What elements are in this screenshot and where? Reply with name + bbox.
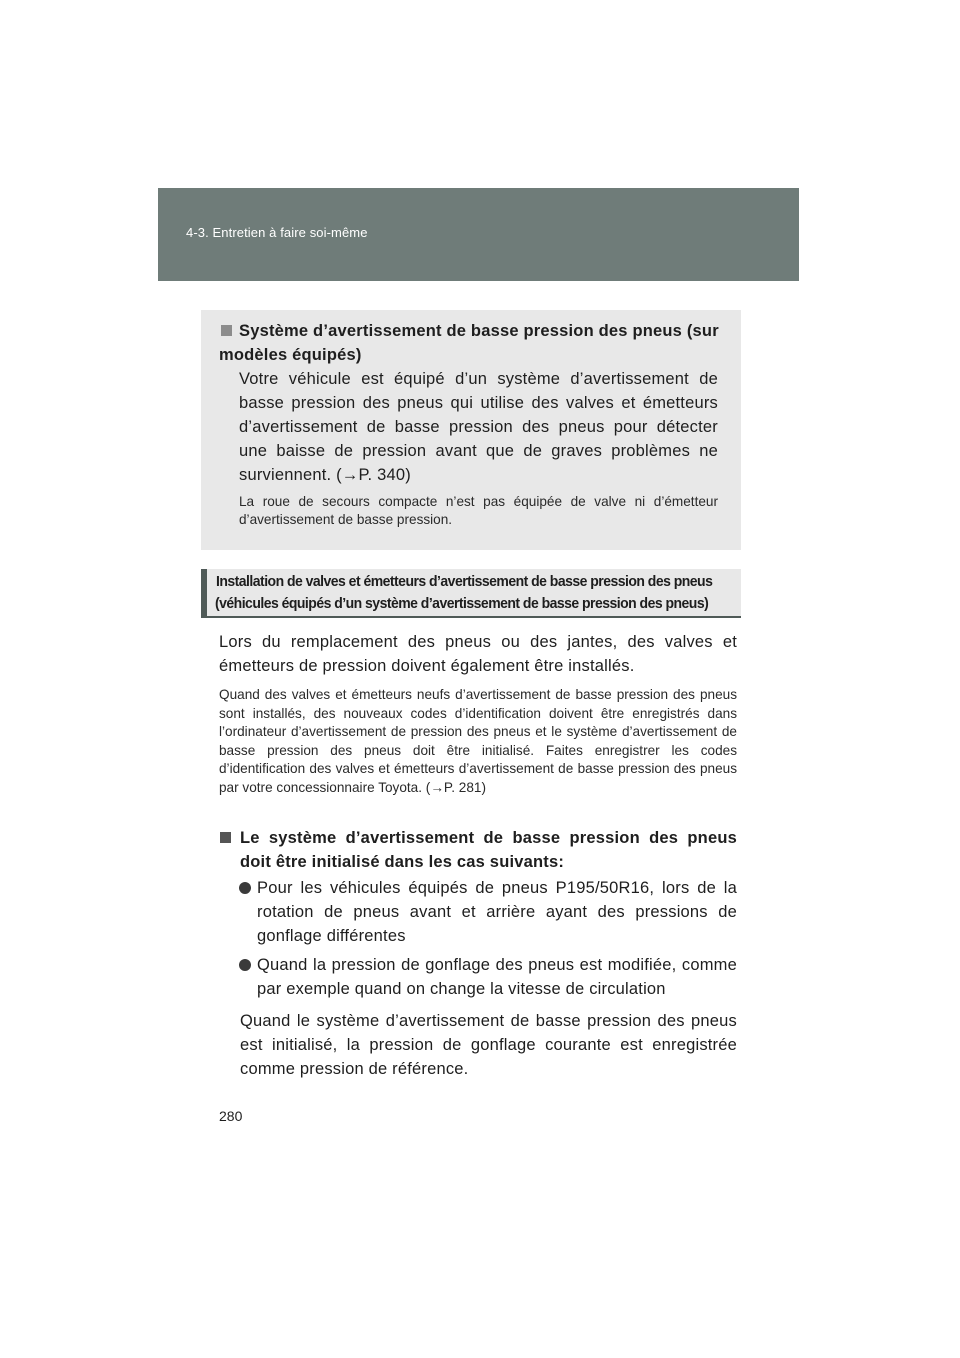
list-item: Pour les véhicules équipés de pneus P195/50R16, lors de la rotation de pneus avant et arrière ayant des pressions de gonflage différentes — [257, 879, 737, 945]
bullet-icon — [239, 959, 251, 971]
paragraph-intro: Lors du remplacement des pneus ou des jantes, des valves et émetteurs de pression doivent également être installés. — [219, 633, 737, 675]
paragraph-details: Quand des valves et émetteurs neufs d’avertissement de basse pression des pneus sont installés, des nouveaux codes d’identification doivent être enregistrés dans l’ordinateur d’avertissement de pression des pneus et le système d’avertissement de basse pression des pneus doit être initialisé. Faites enregistrer les codes d’identification des valves et émetteurs d’avertissement de basse pression des pneus par votre concessionnaire Toyota. (→P. 281) — [219, 687, 737, 795]
bullet-icon — [239, 882, 251, 894]
info-box — [201, 310, 741, 550]
section-label: 4-3. Entretien à faire soi-même — [186, 225, 368, 240]
section-underline — [201, 616, 741, 618]
section-title-line2: (véhicules équipés d’un système d’avertissement de basse pression des pneus) — [215, 596, 709, 612]
info-box-note: La roue de secours compacte n’est pas équipée de valve ni d’émetteur d’avertissement de basse pression. — [239, 494, 718, 527]
chapter-header — [158, 188, 799, 281]
section-heading — [201, 569, 741, 618]
page-number: 280 — [219, 1108, 243, 1124]
list-item: Quand la pression de gonflage des pneus est modifiée, comme par exemple quand on change la vitesse de circulation — [257, 956, 737, 998]
section-accent — [201, 569, 207, 618]
subheading: Le système d’avertissement de basse pression des pneus doit être initialisé dans les cas suivants: — [240, 829, 737, 871]
paragraph-closing: Quand le système d’avertissement de basse pression des pneus est initialisé, la pression de gonflage courante est enregistrée comme pression de référence. — [240, 1012, 737, 1078]
square-bullet-icon — [220, 832, 231, 843]
info-box-body: Votre véhicule est équipé d’un système d’avertissement de basse pression des pneus qui utilise des valves et émetteurs d’avertissement de basse pression des pneus pour détecter une baisse de pression avant que de graves problèmes ne surviennent. (→P. 340) — [239, 370, 718, 484]
info-box-title: Système d’avertissement de basse pression des pneus (sur modèles équipés) — [219, 322, 719, 364]
section-title-line1: Installation de valves et émetteurs d’avertissement de basse pression des pneus — [216, 574, 713, 590]
